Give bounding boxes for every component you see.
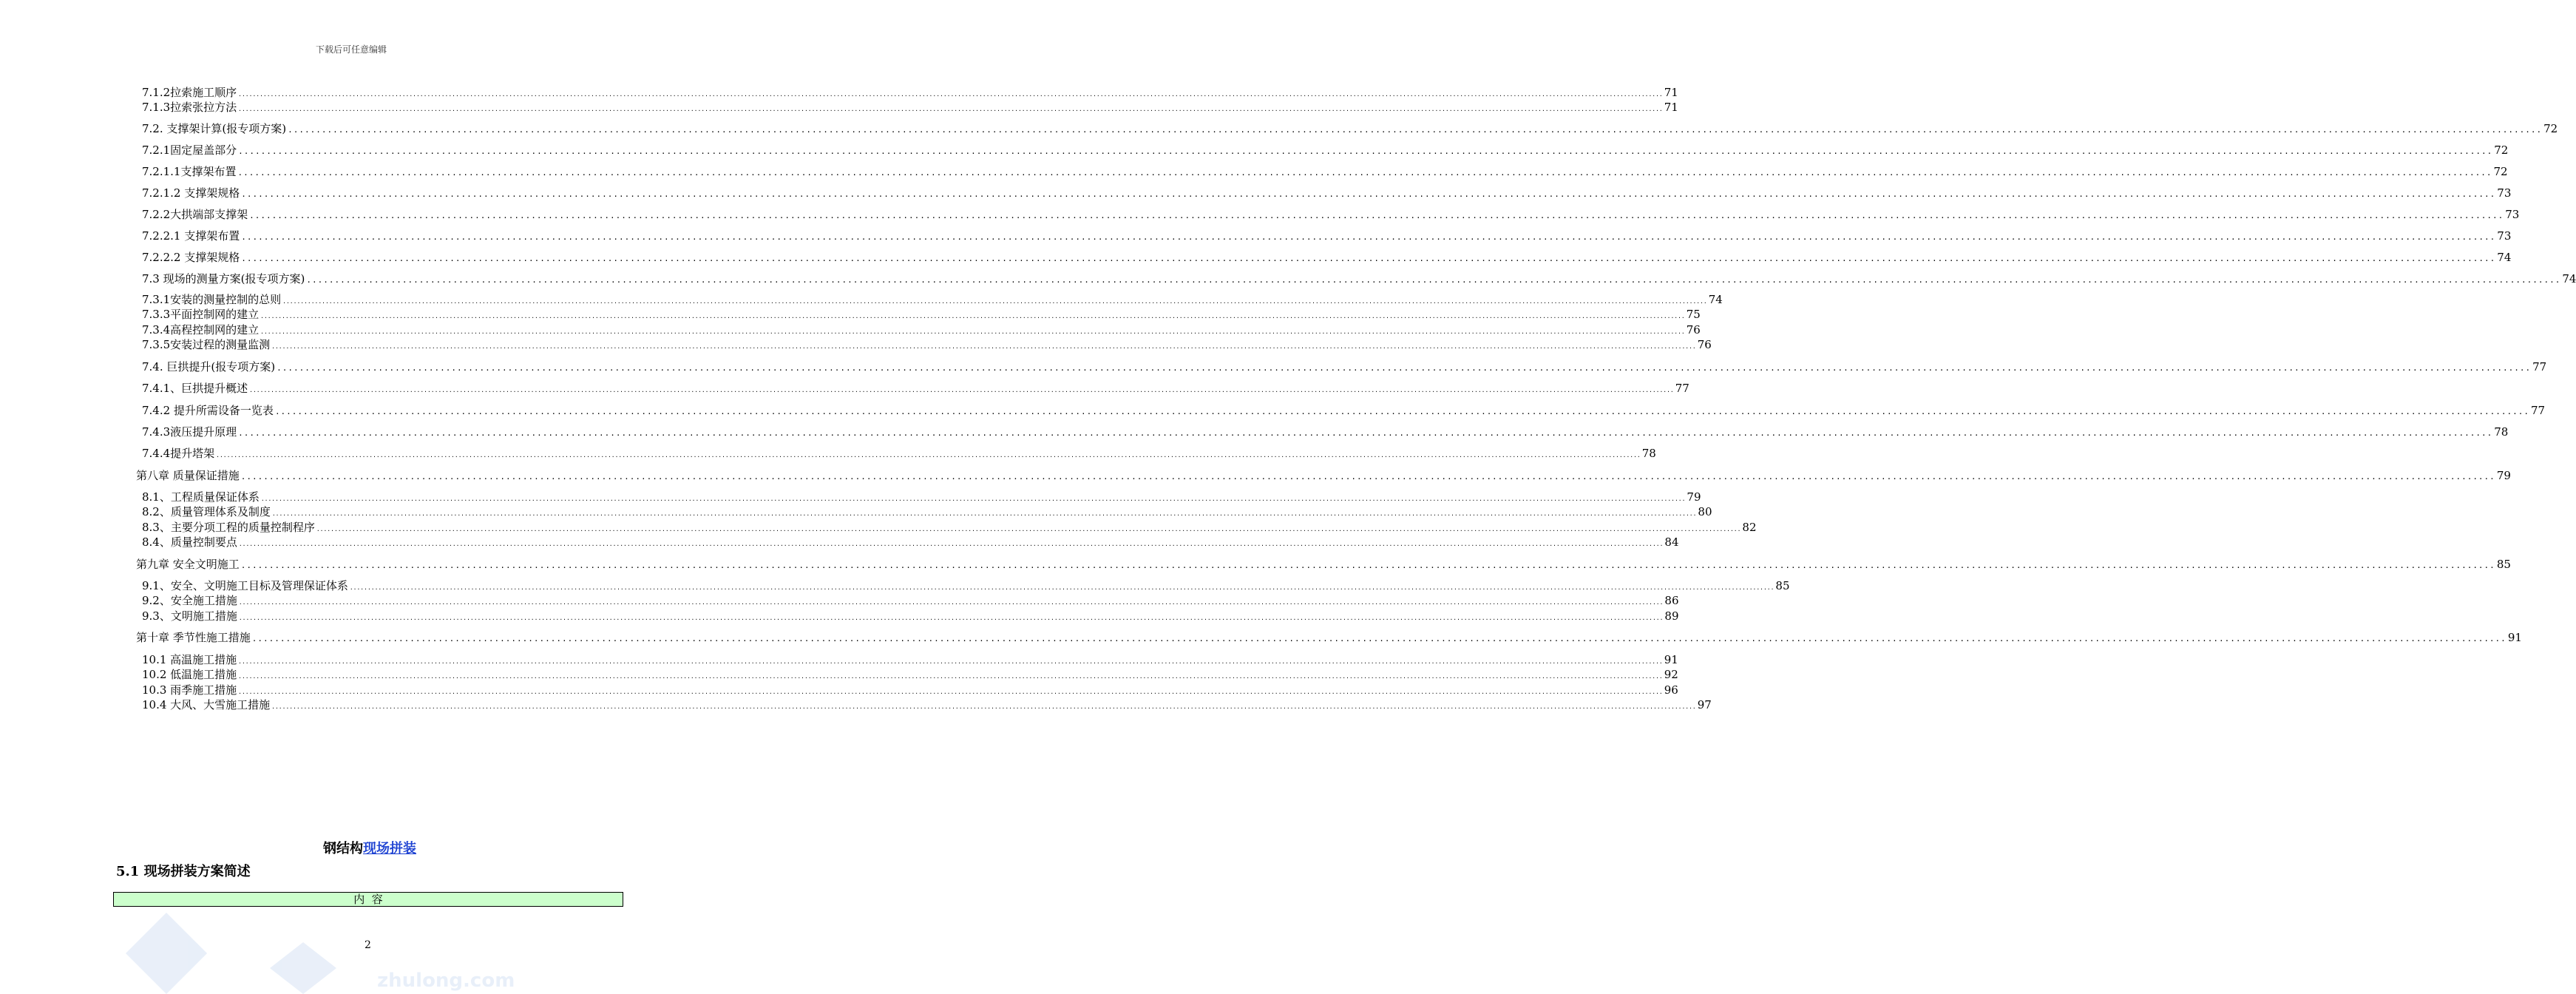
toc-entry[interactable]	[142, 337, 1712, 354]
toc-entry[interactable]	[142, 207, 2520, 223]
toc-leader-dots: ................................................................................................................................................................................................................................................................................................................................................................................................................	[260, 328, 1685, 335]
toc-leader-dots: ................................................................................................................................................................................................................................................................................................................................................................................................................	[306, 275, 2561, 285]
toc-leader-dots: ................................................................................................................................................................................................................................................................................................................................................................................................................	[274, 407, 2529, 416]
toc-entry-label: 8.3、主要分项工程的质量控制程序	[142, 521, 315, 534]
toc-leader-dots: ................................................................................................................................................................................................................................................................................................................................................................................................................	[249, 211, 2504, 220]
toc-entry-page: 80	[1698, 505, 1712, 518]
toc-entry-label: 第十章 季节性施工措施	[136, 631, 251, 644]
toc-entry-page: 89	[1664, 609, 1679, 623]
toc-entry[interactable]	[142, 164, 2508, 180]
toc-entry-page: 91	[2507, 631, 2522, 644]
toc-entry[interactable]	[136, 468, 2511, 484]
toc-entry-label: 7.1.2拉索施工顺序	[142, 86, 237, 99]
toc-entry[interactable]	[142, 425, 2509, 441]
toc-leader-dots: ................................................................................................................................................................................................................................................................................................................................................................................................................	[238, 615, 1664, 621]
toc-leader-dots: ................................................................................................................................................................................................................................................................................................................................................................................................................	[237, 168, 2492, 178]
toc-leader-dots: ................................................................................................................................................................................................................................................................................................................................................................................................................	[238, 689, 1663, 695]
toc-entry-page: 85	[1775, 579, 1790, 592]
toc-entry[interactable]	[142, 100, 1678, 117]
toc-entry[interactable]	[142, 250, 2512, 266]
toc-entry-page: 84	[1664, 535, 1679, 549]
toc-entry-page: 76	[1697, 338, 1712, 351]
toc-entry-page: 91	[1664, 653, 1678, 666]
toc-leader-dots: ................................................................................................................................................................................................................................................................................................................................................................................................................	[238, 599, 1664, 606]
toc-entry-label: 第九章 安全文明施工	[136, 558, 240, 571]
toc-entry-label: 7.2. 支撑架计算(报专项方案)	[142, 122, 287, 135]
toc-entry-page: 74	[2497, 251, 2512, 264]
toc-entry-page: 79	[2496, 469, 2511, 482]
toc-leader-dots: ................................................................................................................................................................................................................................................................................................................................................................................................................	[238, 106, 1663, 112]
title-link[interactable]: 现场拼装	[363, 841, 416, 856]
table-header-cell: 内 容	[353, 893, 383, 906]
toc-entry[interactable]	[142, 446, 1656, 463]
toc-leader-dots: ................................................................................................................................................................................................................................................................................................................................................................................................................	[316, 526, 1741, 532]
toc-entry-label: 7.2.1.1支撑架布置	[142, 165, 237, 178]
toc-entry-label: 第八章 质量保证措施	[136, 469, 240, 482]
toc-leader-dots: ................................................................................................................................................................................................................................................................................................................................................................................................................	[288, 125, 2543, 135]
toc-entry-page: 78	[1641, 447, 1656, 460]
toc-entry-label: 10.1 高温施工措施	[142, 653, 237, 666]
toc-leader-dots: ................................................................................................................................................................................................................................................................................................................................................................................................................	[251, 634, 2506, 643]
toc-leader-dots: ................................................................................................................................................................................................................................................................................................................................................................................................................	[349, 584, 1775, 591]
toc-leader-dots: ................................................................................................................................................................................................................................................................................................................................................................................................................	[260, 496, 1686, 502]
toc-entry-page: 77	[2530, 404, 2546, 417]
toc-entry-page: 74	[2562, 272, 2576, 285]
section-heading: 5.1 现场拼装方案简述	[116, 864, 251, 879]
content-table-header	[113, 892, 623, 907]
toc-leader-dots: ................................................................................................................................................................................................................................................................................................................................................................................................................	[240, 561, 2495, 570]
toc-entry[interactable]	[136, 557, 2511, 573]
toc-entry[interactable]	[142, 697, 1712, 714]
toc-entry-label: 9.1、安全、文明施工目标及管理保证体系	[142, 579, 348, 592]
toc-entry-label: 8.1、工程质量保证体系	[142, 490, 260, 504]
toc-entry-page: 77	[2532, 360, 2547, 373]
document-title	[0, 838, 739, 857]
toc-leader-dots: ................................................................................................................................................................................................................................................................................................................................................................................................................	[238, 673, 1663, 680]
toc-entry-page: 71	[1664, 86, 1678, 99]
toc-leader-dots: ................................................................................................................................................................................................................................................................................................................................................................................................................	[238, 91, 1663, 98]
toc-entry[interactable]	[142, 186, 2512, 202]
toc-entry-label: 7.3.3平面控制网的建立	[142, 308, 260, 321]
toc-entry-label: 9.2、安全施工措施	[142, 594, 237, 607]
toc-leader-dots: ................................................................................................................................................................................................................................................................................................................................................................................................................	[238, 428, 2493, 438]
toc-entry[interactable]	[142, 307, 1701, 324]
page-number: 2	[365, 939, 371, 951]
toc-entry-label: 7.4.3液压提升原理	[142, 425, 237, 439]
page-header: 下载后可任意编辑	[315, 44, 387, 55]
toc-leader-dots: ................................................................................................................................................................................................................................................................................................................................................................................................................	[241, 232, 2496, 242]
toc-entry-label: 8.2、质量管理体系及制度	[142, 505, 271, 518]
toc-entry-label: 7.2.2.1 支撑架布置	[142, 229, 240, 243]
toc-entry-page: 82	[1742, 521, 1757, 534]
toc-leader-dots: ................................................................................................................................................................................................................................................................................................................................................................................................................	[260, 313, 1685, 320]
toc-entry-page: 71	[1664, 101, 1678, 114]
toc-entry[interactable]	[142, 609, 1679, 626]
toc-entry-page: 79	[1687, 490, 1701, 504]
toc-entry-label: 9.3、文明施工措施	[142, 609, 237, 623]
toc-entry[interactable]	[142, 143, 2509, 159]
toc-leader-dots: ................................................................................................................................................................................................................................................................................................................................................................................................................	[241, 189, 2496, 199]
toc-entry-label: 7.1.3拉索张拉方法	[142, 101, 237, 114]
toc-entry-label: 7.4.1、巨拱提升概述	[142, 382, 248, 395]
toc-entry-label: 10.2 低温施工措施	[142, 668, 237, 681]
toc-entry-label: 10.4 大风、大雪施工措施	[142, 698, 271, 711]
toc-entry-page: 85	[2496, 558, 2511, 571]
toc-leader-dots: ................................................................................................................................................................................................................................................................................................................................................................................................................	[271, 343, 1696, 350]
toc-entry[interactable]	[142, 121, 2558, 138]
toc-leader-dots: ................................................................................................................................................................................................................................................................................................................................................................................................................	[282, 298, 1707, 305]
toc-entry-page: 73	[2497, 229, 2512, 243]
toc-leader-dots: ................................................................................................................................................................................................................................................................................................................................................................................................................	[277, 363, 2532, 373]
toc-entry-label: 7.2.1固定屋盖部分	[142, 143, 237, 157]
toc-entry-page: 73	[2497, 186, 2512, 200]
toc-entry-label: 7.3.5安装过程的测量监测	[142, 338, 271, 351]
toc-entry[interactable]	[142, 359, 2547, 376]
toc-entry-label: 10.3 雨季施工措施	[142, 683, 237, 697]
toc-entry-label: 7.3 现场的测量方案(报专项方案)	[142, 272, 305, 285]
toc-entry-page: 72	[2493, 165, 2508, 178]
toc-entry[interactable]	[142, 403, 2546, 419]
toc-entry-page: 72	[2543, 122, 2558, 135]
toc-entry-page: 74	[1708, 293, 1723, 306]
toc-entry[interactable]	[142, 229, 2512, 245]
watermark-text: zhulong.com	[377, 970, 515, 992]
watermark-logo	[126, 913, 540, 994]
toc-entry-page: 73	[2505, 208, 2520, 221]
toc-entry-label: 8.4、质量控制要点	[142, 535, 237, 549]
toc-entry-page: 77	[1675, 382, 1689, 395]
toc-entry[interactable]	[136, 630, 2522, 646]
toc-entry[interactable]	[142, 504, 1712, 521]
toc-leader-dots: ................................................................................................................................................................................................................................................................................................................................................................................................................	[216, 452, 1641, 459]
toc-entry-label: 7.2.2大拱端部支撑架	[142, 208, 248, 221]
toc-entry[interactable]	[142, 271, 2576, 288]
toc-entry[interactable]	[142, 381, 1689, 398]
toc-entry-label: 7.2.1.2 支撑架规格	[142, 186, 240, 200]
toc-entry[interactable]	[142, 535, 1679, 552]
toc-entry-page: 97	[1697, 698, 1712, 711]
toc-leader-dots: ................................................................................................................................................................................................................................................................................................................................................................................................................	[249, 387, 1674, 393]
toc-entry-label: 7.4.2 提升所需设备一览表	[142, 404, 274, 417]
toc-leader-dots: ................................................................................................................................................................................................................................................................................................................................................................................................................	[271, 510, 1697, 517]
toc-leader-dots: ................................................................................................................................................................................................................................................................................................................................................................................................................	[271, 703, 1696, 710]
toc-entry-label: 7.4.4提升塔架	[142, 447, 215, 460]
toc-leader-dots: ................................................................................................................................................................................................................................................................................................................................................................................................................	[238, 146, 2493, 156]
toc-entry-label: 7.3.4高程控制网的建立	[142, 323, 260, 337]
toc-entry-page: 92	[1664, 668, 1678, 681]
toc-entry-page: 78	[2494, 425, 2509, 439]
toc-leader-dots: ................................................................................................................................................................................................................................................................................................................................................................................................................	[238, 541, 1664, 547]
toc-entry-page: 76	[1686, 323, 1701, 337]
toc-entry[interactable]	[142, 593, 1679, 610]
title-prefix: 钢结构	[323, 841, 363, 856]
toc-entry-page: 96	[1664, 683, 1678, 697]
toc-leader-dots: ................................................................................................................................................................................................................................................................................................................................................................................................................	[241, 254, 2496, 263]
toc-entry-label: 7.4. 巨拱提升(报专项方案)	[142, 360, 276, 373]
toc-entry-page: 86	[1664, 594, 1679, 607]
toc-leader-dots: ................................................................................................................................................................................................................................................................................................................................................................................................................	[238, 658, 1663, 665]
toc-entry[interactable]	[142, 667, 1678, 684]
toc-entry-label: 7.3.1安装的测量控制的总则	[142, 293, 282, 306]
toc-entry-label: 7.2.2.2 支撑架规格	[142, 251, 240, 264]
toc-entry-page: 75	[1686, 308, 1701, 321]
toc-leader-dots: ................................................................................................................................................................................................................................................................................................................................................................................................................	[240, 472, 2495, 481]
toc-entry-page: 72	[2494, 143, 2509, 157]
